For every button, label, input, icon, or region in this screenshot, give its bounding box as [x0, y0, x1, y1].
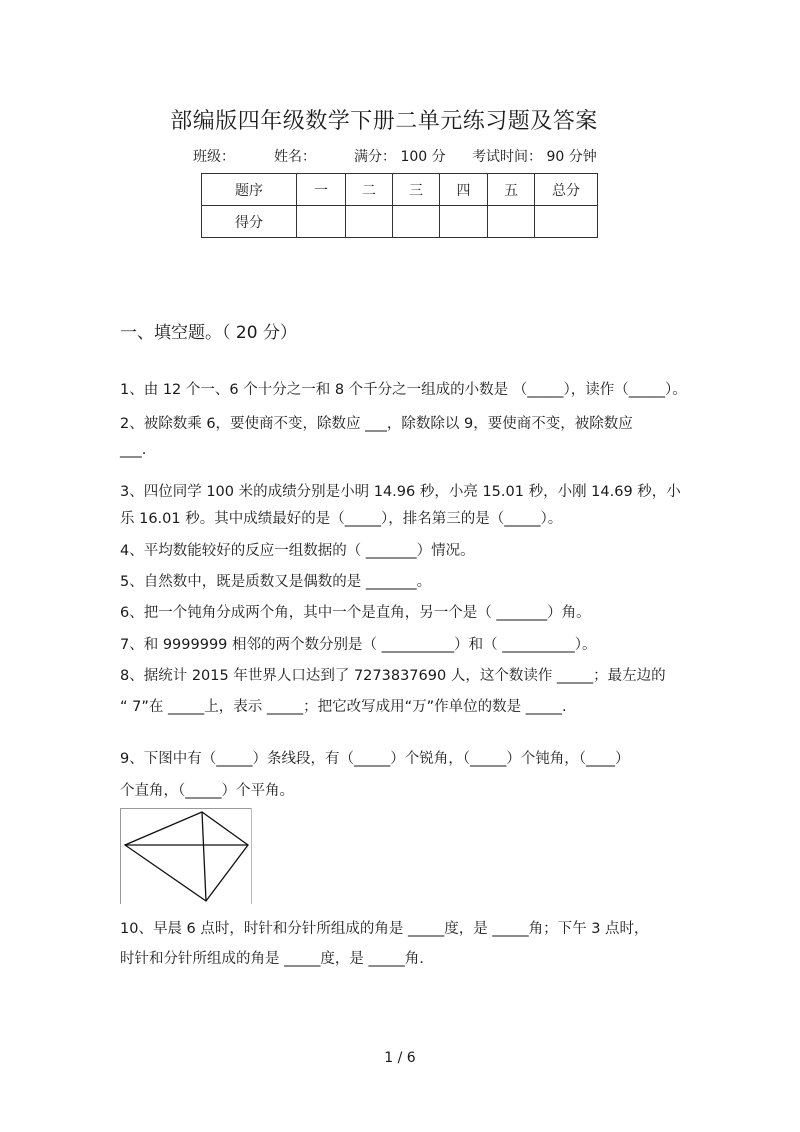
table-cell: 题序	[202, 174, 297, 206]
question-10: 10、早晨 6 点时，时针和分针所组成的角是 _____度，是 _____角；下午 3 点时，	[120, 921, 649, 937]
section-heading: 一、填空题。（ 20 分）	[120, 323, 297, 343]
table-cell: 四	[440, 174, 488, 206]
table-cell: 总分	[535, 174, 598, 206]
question-8: 8、据统计 2015 年世界人口达到了 7273837690 人，这个数读作 _____；最左边的	[120, 668, 666, 684]
table-cell: 一	[297, 174, 346, 206]
score-cell[interactable]	[297, 206, 346, 238]
question-9-cont: 个直角，（_____）个平角。	[120, 783, 294, 799]
question-6: 6、把一个钝角分成两个角，其中一个是直角，另一个是（ _______）角。	[120, 605, 591, 621]
table-cell: 二	[346, 174, 393, 206]
question-3: 3、四位同学 100 米的成绩分别是小明 14.96 秒，小亮 15.01 秒，小刚 14.69 秒，小	[120, 484, 681, 500]
question-1: 1、由 12 个一、6 个十分之一和 8 个千分之一组成的小数是 （_____），读作（_____）。	[120, 382, 687, 398]
score-cell[interactable]	[440, 206, 488, 238]
score-cell[interactable]	[393, 206, 440, 238]
question-3-cont: 乐 16.01 秒。其中成绩最好的是（_____），排名第三的是（_____）。	[120, 511, 563, 527]
question-4: 4、平均数能较好的反应一组数据的（ _______）情况。	[120, 543, 475, 559]
page-title: 部编版四年级数学下册二单元练习题及答案	[170, 109, 598, 134]
question-2-cont: ___.	[120, 442, 147, 458]
question-10-cont: 时针和分针所组成的角是 _____度，是 _____角.	[120, 951, 424, 967]
question-7: 7、和 9999999 相邻的两个数分别是（ __________）和（ __________）。	[120, 637, 597, 653]
class-label: 班级：	[193, 149, 235, 165]
quadrilateral-shape	[125, 812, 248, 901]
question-2: 2、被除数乘 6，要使商不变，除数应 ___，除数除以 9，要使商不变，被除数应	[120, 416, 633, 432]
page-number: 1 / 6	[384, 1050, 416, 1066]
score-table-row	[202, 206, 598, 238]
score-cell[interactable]	[535, 206, 598, 238]
question-8-cont: “ 7”在 _____上，表示 _____；把它改写成用“万”作单位的数是 _____.	[120, 699, 567, 715]
table-cell: 得分	[202, 206, 297, 238]
geometry-figure	[120, 808, 252, 904]
table-cell: 三	[393, 174, 440, 206]
exam-time: 考试时间： 90 分钟	[472, 149, 597, 165]
score-table-header-row	[202, 174, 598, 206]
table-cell: 五	[488, 174, 535, 206]
name-label: 姓名：	[274, 149, 316, 165]
score-cell[interactable]	[488, 206, 535, 238]
full-score: 满分： 100 分	[354, 149, 446, 165]
score-table	[201, 173, 598, 238]
question-9: 9、下图中有（_____）条线段，有（_____）个锐角，（_____）个钝角，（____）	[120, 751, 630, 767]
question-5: 5、自然数中，既是质数又是偶数的是 _______。	[120, 574, 432, 590]
vertical-diagonal	[202, 812, 206, 901]
score-cell[interactable]	[346, 206, 393, 238]
